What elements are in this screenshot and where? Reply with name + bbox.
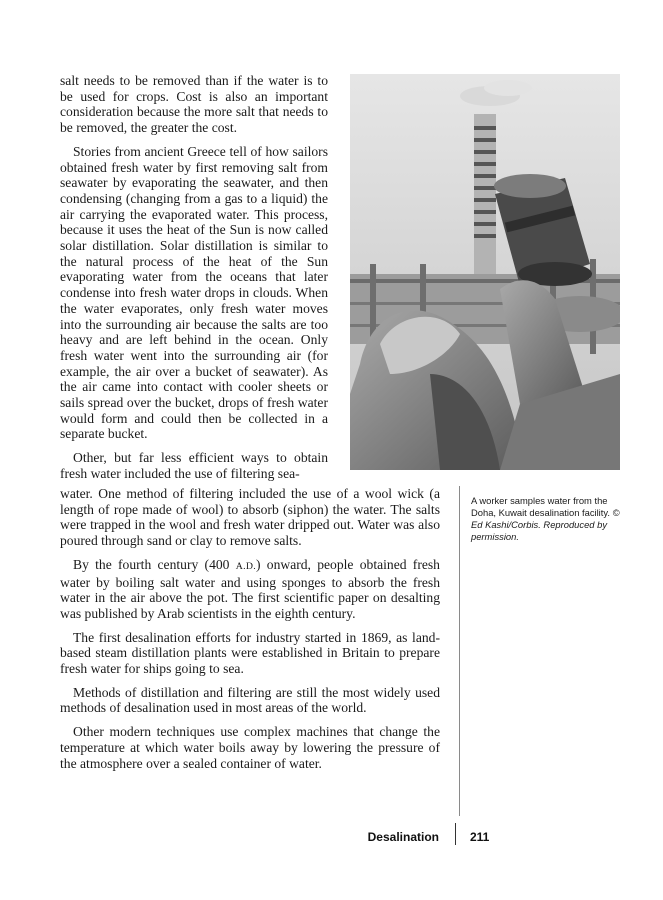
footer-divider (455, 823, 456, 845)
paragraph-1: salt needs to be removed than if the water is to be used for crops. Cost is also an important consideration because the more salt that needs to be removed, the greater the cost. (60, 73, 328, 136)
paragraph-5: The first desalination efforts for industry started in 1869, as land-based steam distillation plants were established in Britain to prepare fresh water for ships going to sea. (60, 629, 440, 677)
caption-text: A worker samples water from the Doha, Kuwait desalination facility. (471, 495, 610, 518)
photo-caption (471, 495, 626, 543)
paragraph-4 (60, 557, 440, 622)
text-column-narrow (60, 73, 328, 482)
text-column-wide (60, 486, 440, 779)
paragraph-3-end: water. One method of filtering included the use of a wool wick (a length of rope made of wool) to absorb (siphon) the water. The salts were trapped in the wool and fresh water dripped out. Water was also poured through sand or clay to remove salts. (60, 486, 440, 549)
paragraph-2: Stories from ancient Greece tell of how sailors obtained fresh water by first removing salt from seawater by evaporating the seawater, and then condensing (changing from a gas to a liquid) the air carrying the evaporated water. This process, because it uses the heat of the Sun is now called solar distillation. Solar distillation is similar to the natural process of the heat of the Sun evaporating water from the oceans that later condense into fresh water drops in clouds. When the water evaporates, only fresh water moves into the surrounding air because the salts are too heavy and are left behind in the ocean. Only fresh water went into the surrounding air (for example, the air over a bucket of seawater). As the air came into contact with cooler sheets or sails spread over the bucket, drops of fresh water would form and could then be collected in a separate bucket. (60, 143, 328, 442)
page-number: 211 (470, 830, 490, 844)
paragraph-4-after: ) onward, people obtained fresh water by boiling salt water and using sponges to absorb the fresh water in the air above the pot. The first scientific paper on desalting was published by Arab scientists in the eighth century. (60, 556, 440, 621)
footer-section-title: Desalination (367, 830, 439, 844)
worker-photo (350, 74, 620, 470)
paragraph-4-before: By the fourth century (400 (73, 556, 236, 572)
era-abbrev: A.D. (235, 560, 256, 572)
paragraph-7: Other modern techniques use complex machines that change the temperature at which water boils away by lowering the pressure of the atmosphere over a sealed container of water. (60, 724, 440, 771)
paragraph-6: Methods of distillation and filtering are still the most widely used methods of desalination used in most areas of the world. (60, 684, 440, 716)
caption-credit: © Ed Kashi/Corbis. Reproduced by permission. (471, 507, 620, 542)
paragraph-3-start: Other, but far less efficient ways to obtain fresh water included the use of filtering sea- (60, 450, 328, 481)
caption-divider (459, 486, 460, 816)
